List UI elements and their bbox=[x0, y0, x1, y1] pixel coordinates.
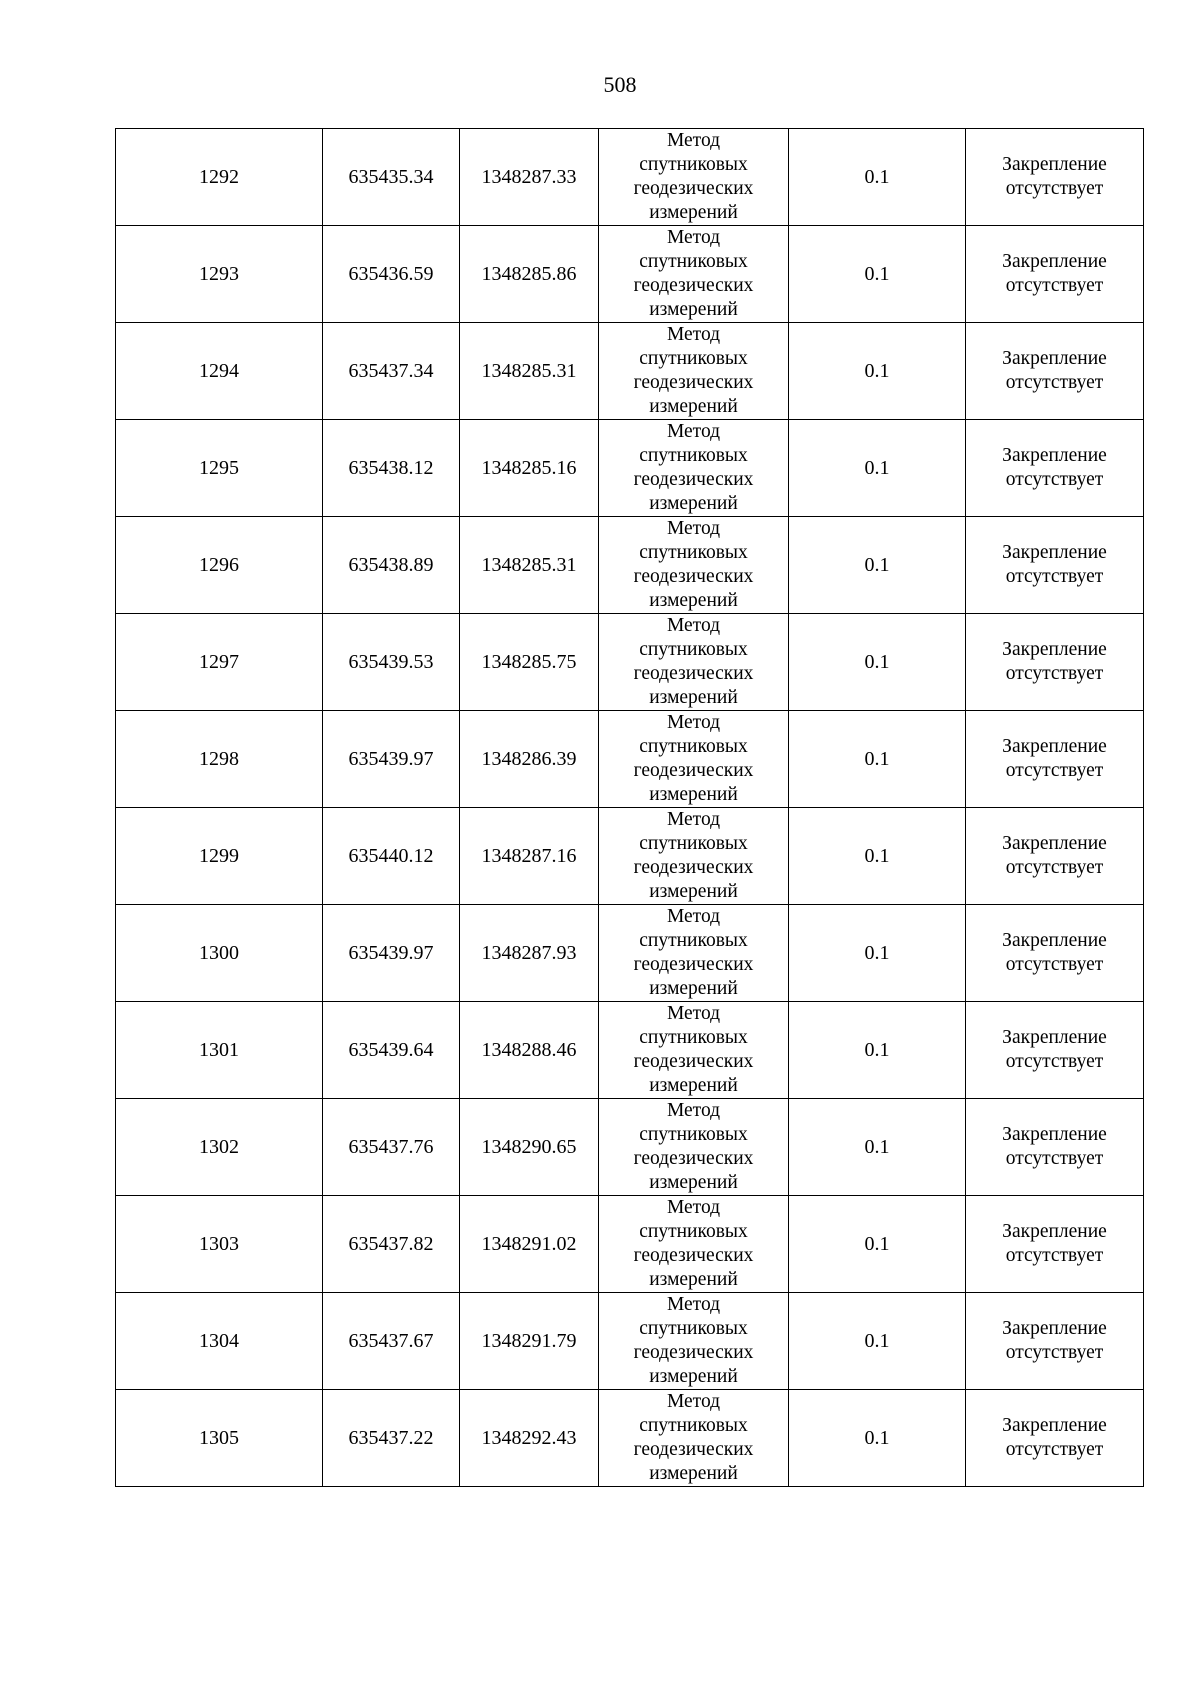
fixing-line: отсутствует bbox=[1005, 1051, 1104, 1072]
y-coordinate: 1348285.31 bbox=[481, 360, 577, 382]
table-body bbox=[116, 129, 1144, 1487]
x-coordinate: 635436.59 bbox=[348, 263, 434, 285]
accuracy-value: 0.1 bbox=[864, 1039, 890, 1061]
method-line: измерений bbox=[649, 396, 738, 417]
fixing-line: Закрепление bbox=[1002, 542, 1107, 563]
fixing-line: Закрепление bbox=[1002, 833, 1107, 854]
accuracy-cell bbox=[789, 517, 966, 614]
accuracy-value: 0.1 bbox=[864, 1233, 890, 1255]
method-line: геодезических bbox=[633, 469, 754, 490]
table-row bbox=[116, 1099, 1144, 1196]
y-coordinate: 1348290.65 bbox=[481, 1136, 577, 1158]
method-line: Метод bbox=[666, 1391, 721, 1412]
y-coordinate: 1348285.75 bbox=[481, 651, 577, 673]
x-coordinate: 635439.97 bbox=[348, 748, 434, 770]
point-number: 1299 bbox=[199, 845, 239, 867]
accuracy-value: 0.1 bbox=[864, 748, 890, 770]
y-coordinate-cell bbox=[460, 711, 599, 808]
x-coordinate-cell bbox=[323, 905, 460, 1002]
x-coordinate: 635437.34 bbox=[348, 360, 434, 382]
y-coordinate-cell bbox=[460, 517, 599, 614]
method-line: Метод bbox=[666, 1197, 721, 1218]
method-cell bbox=[599, 323, 789, 420]
method-line: геодезических bbox=[633, 954, 754, 975]
y-coordinate: 1348285.16 bbox=[481, 457, 577, 479]
y-coordinate: 1348291.02 bbox=[481, 1233, 577, 1255]
method-line: спутниковых bbox=[639, 154, 748, 175]
fixing-cell bbox=[966, 711, 1144, 808]
x-coordinate-cell bbox=[323, 226, 460, 323]
accuracy-cell bbox=[789, 129, 966, 226]
method-line: геодезических bbox=[633, 566, 754, 587]
y-coordinate: 1348288.46 bbox=[481, 1039, 577, 1061]
method-line: спутниковых bbox=[639, 833, 748, 854]
method-cell bbox=[599, 420, 789, 517]
table-row bbox=[116, 1196, 1144, 1293]
method-line: измерений bbox=[649, 493, 738, 514]
x-coordinate-cell bbox=[323, 1293, 460, 1390]
point-number: 1292 bbox=[199, 166, 239, 188]
table-row bbox=[116, 905, 1144, 1002]
point-number-cell bbox=[116, 420, 323, 517]
coordinates-table bbox=[115, 128, 1144, 1487]
method-cell bbox=[599, 1390, 789, 1487]
method-line: спутниковых bbox=[639, 445, 748, 466]
accuracy-value: 0.1 bbox=[864, 263, 890, 285]
method-line: спутниковых bbox=[639, 1027, 748, 1048]
fixing-line: Закрепление bbox=[1002, 1318, 1107, 1339]
fixing-line: отсутствует bbox=[1005, 1439, 1104, 1460]
fixing-line: отсутствует bbox=[1005, 857, 1104, 878]
fixing-line: отсутствует bbox=[1005, 178, 1104, 199]
x-coordinate: 635438.12 bbox=[348, 457, 434, 479]
fixing-line: отсутствует bbox=[1005, 663, 1104, 684]
y-coordinate: 1348292.43 bbox=[481, 1427, 577, 1449]
point-number-cell bbox=[116, 1002, 323, 1099]
y-coordinate: 1348285.86 bbox=[481, 263, 577, 285]
fixing-line: Закрепление bbox=[1002, 445, 1107, 466]
method-line: геодезических bbox=[633, 1051, 754, 1072]
fixing-line: Закрепление bbox=[1002, 639, 1107, 660]
fixing-line: отсутствует bbox=[1005, 372, 1104, 393]
page-number: 508 bbox=[603, 72, 637, 97]
method-line: измерений bbox=[649, 202, 738, 223]
accuracy-value: 0.1 bbox=[864, 360, 890, 382]
point-number: 1305 bbox=[199, 1427, 239, 1449]
accuracy-cell bbox=[789, 226, 966, 323]
y-coordinate-cell bbox=[460, 226, 599, 323]
method-cell bbox=[599, 711, 789, 808]
method-cell bbox=[599, 226, 789, 323]
x-coordinate-cell bbox=[323, 614, 460, 711]
method-line: геодезических bbox=[633, 1148, 754, 1169]
method-line: спутниковых bbox=[639, 1124, 748, 1145]
method-line: Метод bbox=[666, 421, 721, 442]
method-line: геодезических bbox=[633, 663, 754, 684]
accuracy-cell bbox=[789, 323, 966, 420]
fixing-line: Закрепление bbox=[1002, 736, 1107, 757]
y-coordinate: 1348285.31 bbox=[481, 554, 577, 576]
method-line: геодезических bbox=[633, 760, 754, 781]
point-number-cell bbox=[116, 808, 323, 905]
method-line: Метод bbox=[666, 712, 721, 733]
method-line: геодезических bbox=[633, 857, 754, 878]
method-line: измерений bbox=[649, 881, 738, 902]
method-cell bbox=[599, 1196, 789, 1293]
method-line: измерений bbox=[649, 1172, 738, 1193]
fixing-cell bbox=[966, 614, 1144, 711]
fixing-line: Закрепление bbox=[1002, 930, 1107, 951]
point-number: 1293 bbox=[199, 263, 239, 285]
accuracy-value: 0.1 bbox=[864, 457, 890, 479]
fixing-line: отсутствует bbox=[1005, 760, 1104, 781]
x-coordinate-cell bbox=[323, 1002, 460, 1099]
y-coordinate: 1348291.79 bbox=[481, 1330, 577, 1352]
y-coordinate: 1348286.39 bbox=[481, 748, 577, 770]
accuracy-cell bbox=[789, 1002, 966, 1099]
table-row bbox=[116, 129, 1144, 226]
fixing-line: отсутствует bbox=[1005, 566, 1104, 587]
x-coordinate-cell bbox=[323, 1196, 460, 1293]
accuracy-cell bbox=[789, 711, 966, 808]
y-coordinate-cell bbox=[460, 614, 599, 711]
method-line: измерений bbox=[649, 1463, 738, 1484]
point-number-cell bbox=[116, 614, 323, 711]
method-line: измерений bbox=[649, 784, 738, 805]
method-line: измерений bbox=[649, 1269, 738, 1290]
method-line: геодезических bbox=[633, 1245, 754, 1266]
accuracy-cell bbox=[789, 1293, 966, 1390]
method-cell bbox=[599, 1002, 789, 1099]
fixing-cell bbox=[966, 1196, 1144, 1293]
fixing-cell bbox=[966, 129, 1144, 226]
point-number-cell bbox=[116, 517, 323, 614]
x-coordinate: 635439.97 bbox=[348, 942, 434, 964]
accuracy-value: 0.1 bbox=[864, 1427, 890, 1449]
fixing-line: отсутствует bbox=[1005, 469, 1104, 490]
point-number: 1303 bbox=[199, 1233, 239, 1255]
table-row bbox=[116, 1390, 1144, 1487]
y-coordinate-cell bbox=[460, 1390, 599, 1487]
fixing-cell bbox=[966, 1002, 1144, 1099]
fixing-line: Закрепление bbox=[1002, 348, 1107, 369]
fixing-line: Закрепление bbox=[1002, 1027, 1107, 1048]
point-number: 1297 bbox=[199, 651, 239, 673]
table-row bbox=[116, 517, 1144, 614]
method-cell bbox=[599, 1099, 789, 1196]
method-line: измерений bbox=[649, 687, 738, 708]
x-coordinate-cell bbox=[323, 517, 460, 614]
y-coordinate-cell bbox=[460, 905, 599, 1002]
fixing-cell bbox=[966, 323, 1144, 420]
y-coordinate: 1348287.93 bbox=[481, 942, 577, 964]
method-line: геодезических bbox=[633, 372, 754, 393]
accuracy-cell bbox=[789, 1390, 966, 1487]
method-cell bbox=[599, 808, 789, 905]
point-number: 1300 bbox=[199, 942, 239, 964]
method-line: Метод bbox=[666, 1100, 721, 1121]
method-line: Метод bbox=[666, 906, 721, 927]
method-line: измерений bbox=[649, 1366, 738, 1387]
accuracy-value: 0.1 bbox=[864, 166, 890, 188]
fixing-cell bbox=[966, 517, 1144, 614]
table-row bbox=[116, 1002, 1144, 1099]
fixing-line: отсутствует bbox=[1005, 275, 1104, 296]
table-row bbox=[116, 711, 1144, 808]
accuracy-cell bbox=[789, 420, 966, 517]
x-coordinate: 635435.34 bbox=[348, 166, 434, 188]
fixing-line: Закрепление bbox=[1002, 1124, 1107, 1145]
fixing-cell bbox=[966, 1099, 1144, 1196]
point-number: 1294 bbox=[199, 360, 239, 382]
table-row bbox=[116, 420, 1144, 517]
method-line: спутниковых bbox=[639, 251, 748, 272]
method-line: Метод bbox=[666, 130, 721, 151]
point-number: 1298 bbox=[199, 748, 239, 770]
method-line: измерений bbox=[649, 299, 738, 320]
accuracy-cell bbox=[789, 808, 966, 905]
fixing-line: Закрепление bbox=[1002, 154, 1107, 175]
x-coordinate: 635439.53 bbox=[348, 651, 434, 673]
accuracy-value: 0.1 bbox=[864, 651, 890, 673]
point-number: 1304 bbox=[199, 1330, 239, 1352]
y-coordinate-cell bbox=[460, 808, 599, 905]
x-coordinate: 635437.67 bbox=[348, 1330, 434, 1352]
point-number: 1302 bbox=[199, 1136, 239, 1158]
table-row bbox=[116, 808, 1144, 905]
fixing-cell bbox=[966, 1390, 1144, 1487]
method-line: Метод bbox=[666, 615, 721, 636]
x-coordinate-cell bbox=[323, 420, 460, 517]
fixing-cell bbox=[966, 420, 1144, 517]
point-number-cell bbox=[116, 226, 323, 323]
point-number-cell bbox=[116, 1099, 323, 1196]
point-number-cell bbox=[116, 323, 323, 420]
point-number: 1301 bbox=[199, 1039, 239, 1061]
fixing-cell bbox=[966, 1293, 1144, 1390]
method-line: Метод bbox=[666, 1003, 721, 1024]
table-row bbox=[116, 323, 1144, 420]
y-coordinate-cell bbox=[460, 323, 599, 420]
method-line: геодезических bbox=[633, 275, 754, 296]
x-coordinate: 635438.89 bbox=[348, 554, 434, 576]
method-line: Метод bbox=[666, 227, 721, 248]
method-line: спутниковых bbox=[639, 1221, 748, 1242]
method-line: Метод bbox=[666, 1294, 721, 1315]
method-line: геодезических bbox=[633, 178, 754, 199]
accuracy-cell bbox=[789, 1196, 966, 1293]
y-coordinate-cell bbox=[460, 420, 599, 517]
y-coordinate-cell bbox=[460, 1196, 599, 1293]
x-coordinate: 635439.64 bbox=[348, 1039, 434, 1061]
point-number-cell bbox=[116, 1390, 323, 1487]
method-line: спутниковых bbox=[639, 639, 748, 660]
fixing-cell bbox=[966, 226, 1144, 323]
method-cell bbox=[599, 1293, 789, 1390]
table-row bbox=[116, 1293, 1144, 1390]
x-coordinate: 635437.76 bbox=[348, 1136, 434, 1158]
y-coordinate-cell bbox=[460, 1293, 599, 1390]
fixing-line: отсутствует bbox=[1005, 1148, 1104, 1169]
point-number: 1295 bbox=[199, 457, 239, 479]
method-cell bbox=[599, 517, 789, 614]
method-line: спутниковых bbox=[639, 348, 748, 369]
method-line: спутниковых bbox=[639, 1318, 748, 1339]
accuracy-value: 0.1 bbox=[864, 554, 890, 576]
method-cell bbox=[599, 614, 789, 711]
method-line: спутниковых bbox=[639, 736, 748, 757]
method-line: измерений bbox=[649, 590, 738, 611]
accuracy-value: 0.1 bbox=[864, 1136, 890, 1158]
point-number-cell bbox=[116, 711, 323, 808]
y-coordinate-cell bbox=[460, 129, 599, 226]
table-row bbox=[116, 226, 1144, 323]
point-number: 1296 bbox=[199, 554, 239, 576]
accuracy-value: 0.1 bbox=[864, 942, 890, 964]
method-line: спутниковых bbox=[639, 930, 748, 951]
method-line: Метод bbox=[666, 809, 721, 830]
y-coordinate: 1348287.16 bbox=[481, 845, 577, 867]
table-row bbox=[116, 614, 1144, 711]
method-line: Метод bbox=[666, 518, 721, 539]
method-line: геодезических bbox=[633, 1439, 754, 1460]
y-coordinate-cell bbox=[460, 1099, 599, 1196]
fixing-cell bbox=[966, 905, 1144, 1002]
method-line: измерений bbox=[649, 978, 738, 999]
fixing-line: Закрепление bbox=[1002, 251, 1107, 272]
fixing-cell bbox=[966, 808, 1144, 905]
x-coordinate-cell bbox=[323, 1099, 460, 1196]
point-number-cell bbox=[116, 1293, 323, 1390]
accuracy-value: 0.1 bbox=[864, 845, 890, 867]
method-line: измерений bbox=[649, 1075, 738, 1096]
x-coordinate-cell bbox=[323, 323, 460, 420]
method-line: спутниковых bbox=[639, 1415, 748, 1436]
y-coordinate-cell bbox=[460, 1002, 599, 1099]
x-coordinate: 635440.12 bbox=[348, 845, 434, 867]
x-coordinate-cell bbox=[323, 1390, 460, 1487]
method-cell bbox=[599, 905, 789, 1002]
fixing-line: Закрепление bbox=[1002, 1415, 1107, 1436]
fixing-line: отсутствует bbox=[1005, 954, 1104, 975]
x-coordinate: 635437.82 bbox=[348, 1233, 434, 1255]
x-coordinate: 635437.22 bbox=[348, 1427, 434, 1449]
method-line: спутниковых bbox=[639, 542, 748, 563]
x-coordinate-cell bbox=[323, 711, 460, 808]
accuracy-cell bbox=[789, 614, 966, 711]
accuracy-cell bbox=[789, 905, 966, 1002]
point-number-cell bbox=[116, 129, 323, 226]
method-line: Метод bbox=[666, 324, 721, 345]
y-coordinate: 1348287.33 bbox=[481, 166, 577, 188]
x-coordinate-cell bbox=[323, 808, 460, 905]
method-cell bbox=[599, 129, 789, 226]
method-line: геодезических bbox=[633, 1342, 754, 1363]
fixing-line: Закрепление bbox=[1002, 1221, 1107, 1242]
fixing-line: отсутствует bbox=[1005, 1245, 1104, 1266]
x-coordinate-cell bbox=[323, 129, 460, 226]
fixing-line: отсутствует bbox=[1005, 1342, 1104, 1363]
point-number-cell bbox=[116, 1196, 323, 1293]
accuracy-value: 0.1 bbox=[864, 1330, 890, 1352]
accuracy-cell bbox=[789, 1099, 966, 1196]
point-number-cell bbox=[116, 905, 323, 1002]
